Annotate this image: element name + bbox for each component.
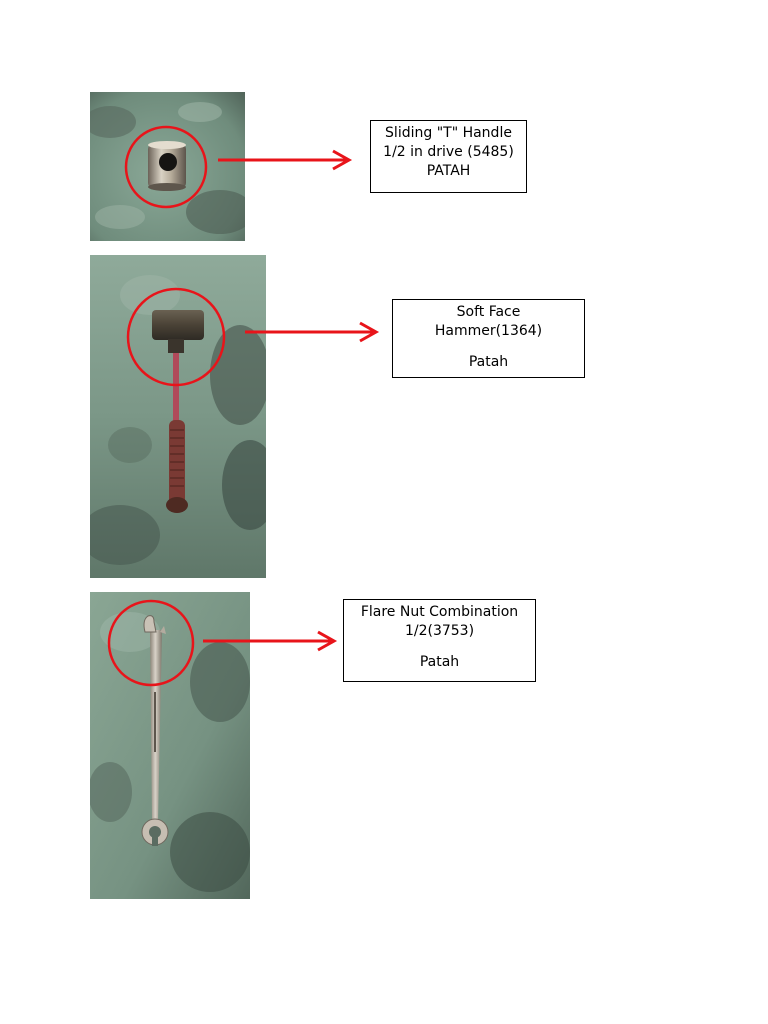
label-line: Soft Face — [456, 304, 521, 320]
arrow-3 — [203, 631, 338, 653]
label-line: Patah — [419, 654, 460, 670]
label-box-sliding-t-handle — [370, 120, 527, 193]
label-line: Sliding "T" Handle — [385, 125, 512, 141]
label-line: 1/2(3753) — [404, 623, 475, 639]
soft-face-hammer-photo-icon — [90, 255, 266, 578]
label-line: 1/2 in drive (5485) — [383, 144, 514, 160]
label-line: Hammer(1364) — [434, 323, 543, 339]
arrow-1 — [218, 150, 353, 172]
label-line: Flare Nut Combination — [360, 604, 519, 620]
label-line: Patah — [468, 354, 509, 370]
arrow-2 — [245, 322, 380, 344]
label-box-flare-nut-wrench — [343, 599, 536, 682]
photo-soft-face-hammer — [90, 255, 266, 578]
label-box-soft-face-hammer — [392, 299, 585, 378]
label-line: PATAH — [426, 163, 471, 179]
